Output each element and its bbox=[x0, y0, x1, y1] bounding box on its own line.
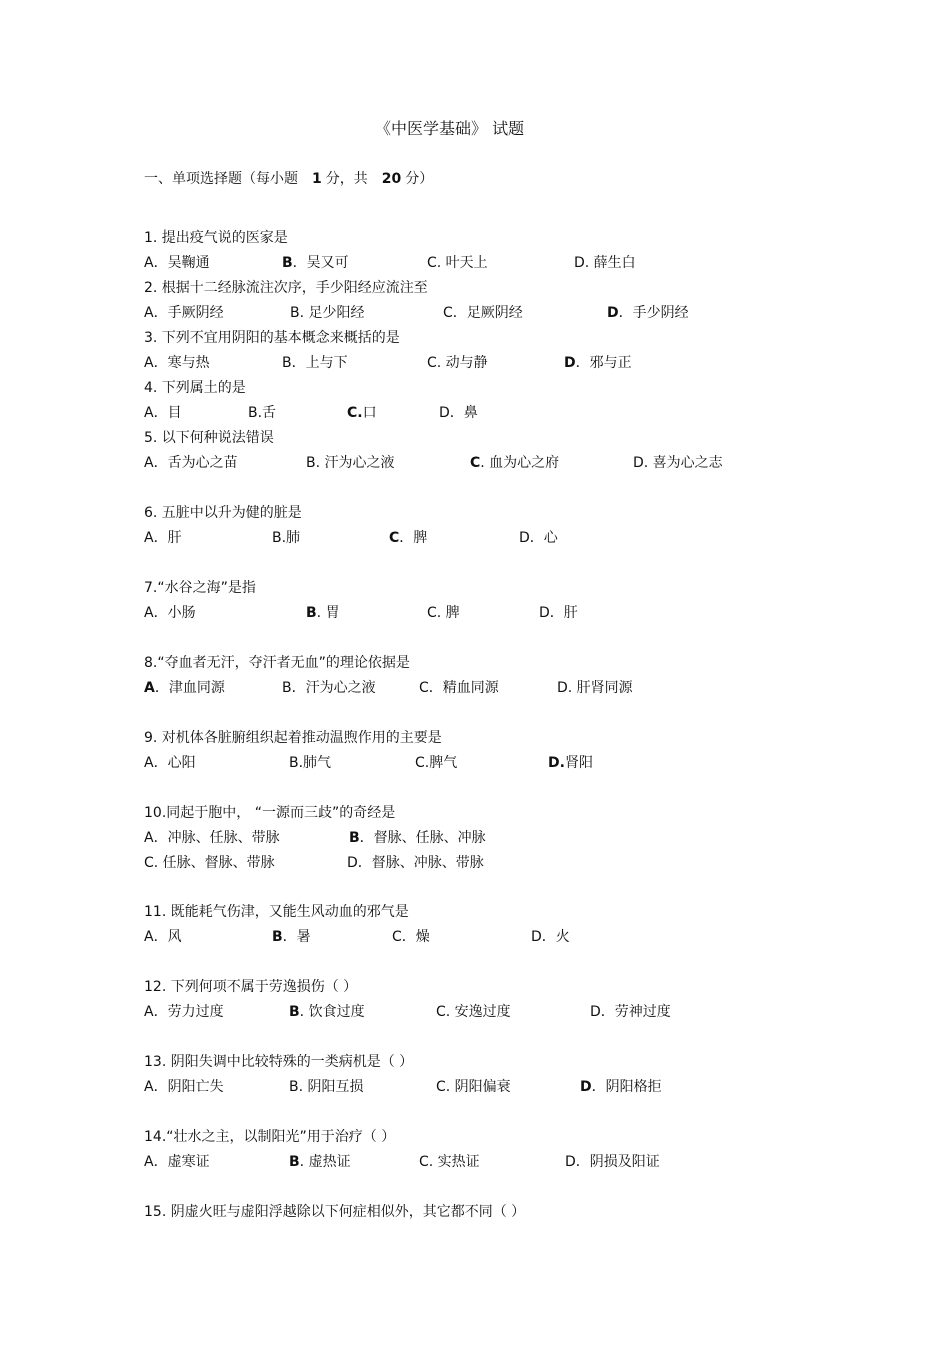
option-letter: D bbox=[519, 530, 530, 546]
option-letter: C bbox=[144, 855, 154, 871]
question-stem: 4. 下列属土的是 bbox=[144, 380, 246, 396]
option-letter: D. bbox=[548, 755, 565, 771]
answer-option bbox=[470, 454, 559, 472]
question-stem: 3. 下列不宜用阴阳的基本概念来概括的是 bbox=[144, 330, 400, 346]
option-text: . 安逸过度 bbox=[445, 1004, 511, 1020]
option-letter: C bbox=[427, 255, 437, 271]
answer-option bbox=[419, 1153, 480, 1171]
option-text: 肾阳 bbox=[564, 755, 593, 771]
answer-option bbox=[306, 454, 395, 472]
section-per-score: 1 bbox=[312, 171, 322, 187]
option-letter: B bbox=[306, 605, 317, 621]
option-letter: B bbox=[306, 455, 316, 471]
option-letter: C bbox=[419, 680, 429, 696]
option-letter: A bbox=[144, 929, 154, 945]
option-letter: B bbox=[248, 405, 258, 421]
option-text: .舌 bbox=[257, 405, 277, 421]
answer-option bbox=[427, 254, 488, 272]
option-letter: A bbox=[144, 680, 155, 696]
option-letter: D bbox=[633, 455, 644, 471]
option-letter: A bbox=[144, 830, 154, 846]
option-letter: A bbox=[144, 455, 154, 471]
answer-option bbox=[548, 754, 593, 772]
option-letter: B bbox=[290, 305, 300, 321]
option-letter: D bbox=[564, 355, 576, 371]
option-text: . 阴阳偏衰 bbox=[445, 1079, 511, 1095]
answer-option bbox=[144, 679, 225, 697]
option-text: ．心阳 bbox=[153, 755, 196, 771]
question-stem: 1. 提出疫气说的医家是 bbox=[144, 230, 288, 246]
answer-option bbox=[607, 304, 689, 322]
answer-option bbox=[144, 304, 224, 322]
option-text: ．风 bbox=[153, 929, 182, 945]
answer-option bbox=[282, 254, 349, 272]
option-text: ．暑 bbox=[282, 929, 311, 945]
answer-option bbox=[519, 529, 558, 547]
answer-option bbox=[289, 1153, 351, 1171]
answer-option bbox=[436, 1003, 511, 1021]
option-text: . 实热证 bbox=[428, 1154, 480, 1170]
option-text: ．冲脉、任脉、带脉 bbox=[153, 830, 280, 846]
option-letter: B bbox=[272, 929, 283, 945]
option-text: . 叶天上 bbox=[436, 255, 488, 271]
option-letter: D bbox=[580, 1079, 592, 1095]
option-letter: D bbox=[347, 855, 358, 871]
question-stem: 6. 五脏中以升为健的脏是 bbox=[144, 505, 302, 521]
question-stem: 2. 根据十二经脉流注次序，手少阳经应流注至 bbox=[144, 280, 428, 296]
option-letter: C bbox=[419, 1154, 429, 1170]
option-text: . 胃 bbox=[316, 605, 340, 621]
option-letter: B bbox=[289, 755, 299, 771]
option-text: ．鼻 bbox=[449, 405, 478, 421]
option-text: ．虚寒证 bbox=[153, 1154, 210, 1170]
question-stem: 15. 阴虚火旺与虚阳浮越除以下何症相似外，其它都不同（ ） bbox=[144, 1204, 526, 1220]
answer-option bbox=[590, 1003, 671, 1021]
option-letter: A bbox=[144, 255, 154, 271]
answer-option bbox=[531, 928, 570, 946]
option-text: ．手少阴经 bbox=[618, 305, 689, 321]
option-text: ．火 bbox=[541, 929, 570, 945]
option-letter: C bbox=[392, 929, 402, 945]
question-stem: 9. 对机体各脏腑组织起着推动温煦作用的主要是 bbox=[144, 730, 442, 746]
answer-option bbox=[436, 1078, 511, 1096]
option-letter: B bbox=[282, 680, 292, 696]
option-letter: A bbox=[144, 1154, 154, 1170]
answer-option bbox=[427, 604, 460, 622]
option-letter: D bbox=[539, 605, 550, 621]
answer-option bbox=[144, 1078, 224, 1096]
option-letter: A bbox=[144, 1004, 154, 1020]
option-letter: A bbox=[144, 605, 154, 621]
answer-option bbox=[144, 529, 182, 547]
option-text: ．手厥阴经 bbox=[153, 305, 224, 321]
option-text: . 喜为心之志 bbox=[643, 455, 723, 471]
option-letter: C bbox=[415, 755, 425, 771]
option-text: ．津血同源 bbox=[154, 680, 225, 696]
answer-option bbox=[144, 454, 238, 472]
answer-option bbox=[439, 404, 478, 422]
answer-option bbox=[144, 928, 182, 946]
answer-option bbox=[564, 354, 632, 372]
answer-option bbox=[565, 1153, 660, 1171]
option-letter: D bbox=[531, 929, 542, 945]
answer-option bbox=[272, 928, 311, 946]
option-letter: C bbox=[436, 1079, 446, 1095]
option-letter: C bbox=[389, 530, 400, 546]
option-letter: B bbox=[272, 530, 282, 546]
option-text: ．肝 bbox=[549, 605, 578, 621]
option-letter: B bbox=[349, 830, 360, 846]
answer-option bbox=[144, 829, 280, 847]
answer-option bbox=[347, 854, 484, 872]
option-text: . 血为心之府 bbox=[480, 455, 560, 471]
option-text: . 脾 bbox=[436, 605, 460, 621]
answer-option bbox=[144, 354, 210, 372]
option-text: ．精血同源 bbox=[428, 680, 499, 696]
option-letter: C bbox=[427, 605, 437, 621]
option-letter: A bbox=[144, 405, 154, 421]
option-text: . 薛生白 bbox=[584, 255, 636, 271]
option-text: . 阴阳互损 bbox=[298, 1079, 364, 1095]
question-stem: 13. 阴阳失调中比较特殊的一类病机是（ ） bbox=[144, 1054, 414, 1070]
answer-option bbox=[633, 454, 723, 472]
question-stem: 14.“壮水之主，以制阳光”用于治疗（ ） bbox=[144, 1129, 396, 1145]
option-text: ．上与下 bbox=[291, 355, 348, 371]
option-text: . 任脉、督脉、带脉 bbox=[153, 855, 275, 871]
answer-option bbox=[248, 404, 276, 422]
answer-option bbox=[144, 1003, 224, 1021]
option-text: ．阴损及阳证 bbox=[575, 1154, 660, 1170]
option-text: ．肝 bbox=[153, 530, 182, 546]
answer-option bbox=[443, 304, 523, 322]
question-stem: 11. 既能耗气伤津，又能生风动血的邪气是 bbox=[144, 904, 409, 920]
answer-option bbox=[144, 754, 196, 772]
option-letter: B bbox=[282, 255, 293, 271]
option-letter: C bbox=[427, 355, 437, 371]
question-stem: 7.“水谷之海”是指 bbox=[144, 580, 256, 596]
answer-option bbox=[539, 604, 578, 622]
question-stem: 5. 以下何种说法错误 bbox=[144, 430, 274, 446]
option-text: ．目 bbox=[153, 405, 182, 421]
option-text: ．督脉、冲脉、带脉 bbox=[357, 855, 484, 871]
answer-option bbox=[272, 529, 300, 547]
question-stem: 10.同起于胞中， “一源而三歧”的奇经是 bbox=[144, 805, 396, 821]
option-letter: B bbox=[282, 355, 292, 371]
option-text: . 汗为心之液 bbox=[315, 455, 395, 471]
answer-option bbox=[347, 404, 377, 422]
option-text: ．劳力过度 bbox=[153, 1004, 224, 1020]
option-letter: D bbox=[590, 1004, 601, 1020]
option-text: . 动与静 bbox=[436, 355, 488, 371]
option-text: . 虚热证 bbox=[299, 1154, 351, 1170]
option-letter: B bbox=[289, 1154, 300, 1170]
option-text: ．阴阳亡失 bbox=[153, 1079, 224, 1095]
question-stem: 8.“夺血者无汗，夺汗者无血”的理论依据是 bbox=[144, 655, 410, 671]
option-text: . 肝肾同源 bbox=[567, 680, 633, 696]
option-letter: C bbox=[436, 1004, 446, 1020]
option-text: .肺 bbox=[281, 530, 301, 546]
answer-option bbox=[144, 854, 275, 872]
question-stem: 12. 下列何项不属于劳逸损伤（ ） bbox=[144, 979, 358, 995]
answer-option bbox=[580, 1078, 662, 1096]
option-text: ．阴阳格拒 bbox=[591, 1079, 662, 1095]
option-text: .肺气 bbox=[298, 755, 332, 771]
answer-option bbox=[427, 354, 488, 372]
option-letter: A bbox=[144, 1079, 154, 1095]
option-letter: D bbox=[574, 255, 585, 271]
section-total: 20 bbox=[381, 171, 402, 187]
option-letter: D bbox=[565, 1154, 576, 1170]
option-text: .脾气 bbox=[424, 755, 458, 771]
answer-option bbox=[419, 679, 499, 697]
answer-option bbox=[389, 529, 427, 547]
option-letter: C. bbox=[347, 405, 363, 421]
section-prefix: 一、单项选择题（每小题 bbox=[144, 171, 298, 187]
option-text: ．寒与热 bbox=[153, 355, 210, 371]
option-text: ．心 bbox=[529, 530, 558, 546]
answer-option bbox=[282, 354, 348, 372]
option-text: ．燥 bbox=[401, 929, 430, 945]
answer-option bbox=[144, 1153, 210, 1171]
option-letter: A bbox=[144, 355, 154, 371]
option-letter: C bbox=[470, 455, 481, 471]
answer-option bbox=[557, 679, 633, 697]
option-text: ．督脉、任脉、冲脉 bbox=[359, 830, 486, 846]
answer-option bbox=[574, 254, 636, 272]
answer-option bbox=[306, 604, 340, 622]
option-letter: A bbox=[144, 530, 154, 546]
answer-option bbox=[289, 754, 331, 772]
answer-option bbox=[144, 254, 210, 272]
option-text: . 足少阳经 bbox=[299, 305, 365, 321]
section-heading bbox=[144, 170, 433, 188]
option-text: ．足厥阴经 bbox=[452, 305, 523, 321]
option-letter: B bbox=[289, 1079, 299, 1095]
option-letter: C bbox=[443, 305, 453, 321]
option-text: ．吴又可 bbox=[292, 255, 349, 271]
section-suffix: 分） bbox=[405, 171, 434, 187]
option-letter: D bbox=[439, 405, 450, 421]
answer-option bbox=[144, 604, 196, 622]
answer-option bbox=[349, 829, 486, 847]
option-text: ．舌为心之苗 bbox=[153, 455, 238, 471]
answer-option bbox=[144, 404, 182, 422]
option-text: ．汗为心之液 bbox=[291, 680, 376, 696]
option-text: ．脾 bbox=[399, 530, 428, 546]
answer-option bbox=[290, 304, 365, 322]
option-text: ．劳神过度 bbox=[600, 1004, 671, 1020]
option-text: ．邪与正 bbox=[575, 355, 632, 371]
option-letter: A bbox=[144, 755, 154, 771]
answer-option bbox=[282, 679, 376, 697]
option-letter: A bbox=[144, 305, 154, 321]
option-text: 口 bbox=[362, 405, 377, 421]
option-text: ．吴鞠通 bbox=[153, 255, 210, 271]
option-letter: D bbox=[607, 305, 619, 321]
section-mid: 分，共 bbox=[325, 171, 368, 187]
option-text: ．小肠 bbox=[153, 605, 196, 621]
answer-option bbox=[392, 928, 430, 946]
answer-option bbox=[415, 754, 457, 772]
option-letter: D bbox=[557, 680, 568, 696]
answer-option bbox=[289, 1003, 365, 1021]
option-text: . 饮食过度 bbox=[299, 1004, 365, 1020]
option-letter: B bbox=[289, 1004, 300, 1020]
answer-option bbox=[289, 1078, 364, 1096]
page-title: 《中医学基础》 试题 bbox=[375, 119, 525, 138]
